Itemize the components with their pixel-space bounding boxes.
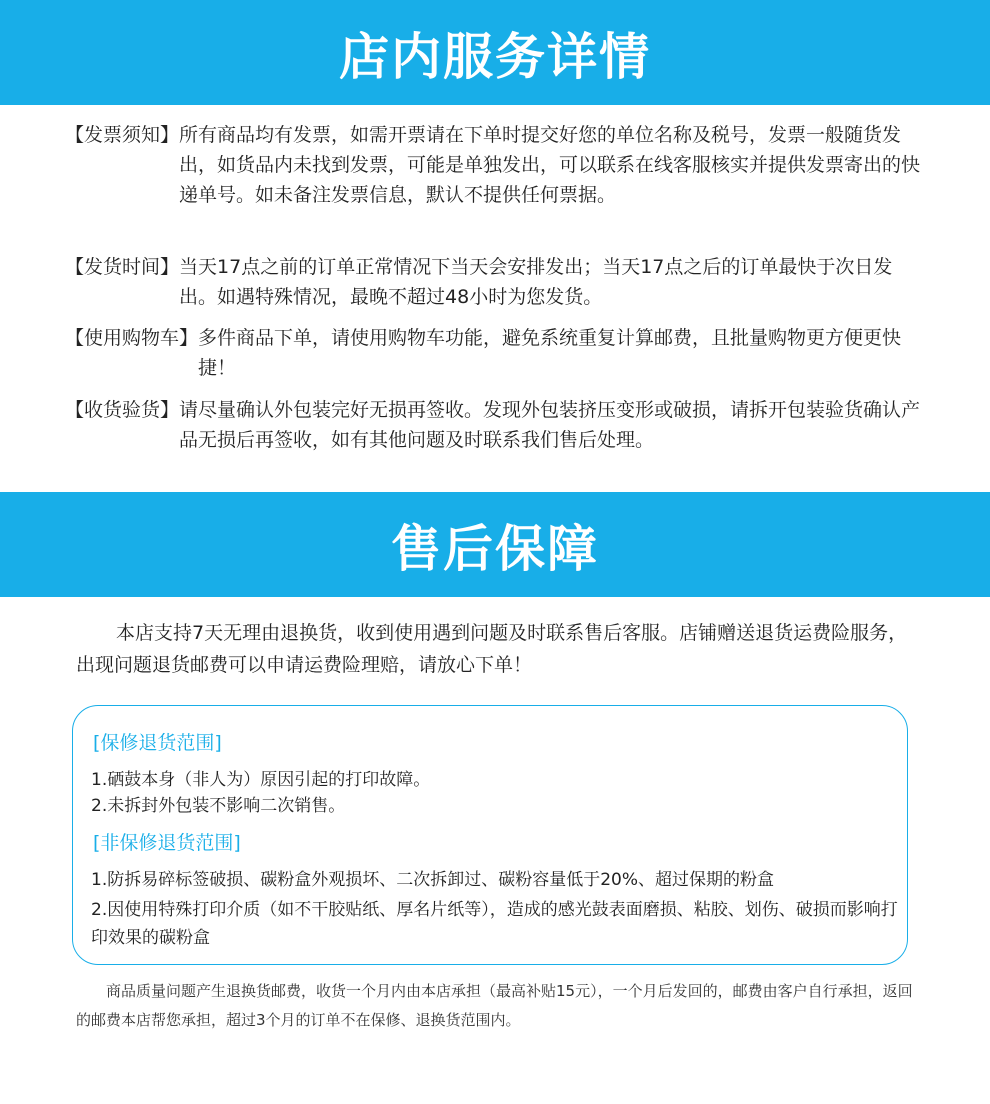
shipping-cost-footnote: 商品质量问题产生退换货邮费，收货一个月内由本店承担（最高补贴15元），一个月后发回的，邮费由客户自行承担，返回的邮费本店帮您承担，超过3个月的订单不在保修、退换货范围内。 — [76, 982, 913, 1029]
after-sales-banner — [0, 492, 990, 597]
warranty-heading: [保修退货范围] — [93, 732, 222, 754]
receipt-inspection-label: 【收货验货】 — [65, 399, 180, 421]
after-sales-intro: 本店支持7天无理由退换货，收到使用遇到问题及时联系售后客服。店铺赠送退货运费险服务，出现问题退货邮费可以申请运费险理赔，请放心下单！ — [76, 622, 908, 676]
warranty-box — [72, 705, 908, 965]
shopping-cart-text: 多件商品下单，请使用购物车功能，避免系统重复计算邮费，且批量购物更方便更快捷！ — [198, 327, 902, 379]
shopping-cart-label: 【使用购物车】 — [65, 327, 199, 349]
after-sales-title: 售后保障 — [391, 519, 599, 578]
invoice-notice-text: 所有商品均有发票，如需开票请在下单时提交好您的单位名称及税号，发票一般随货发出，如货品内未找到发票，可能是单独发出，可以联系在线客服核实并提供发票寄出的快递单号。如未备注发票信息，默认不提供任何票据。 — [179, 124, 921, 206]
shipping-time-label: 【发货时间】 — [65, 256, 180, 278]
service-details-banner — [0, 0, 990, 105]
non-warranty-item: 1.防拆易碎标签破损、碳粉盒外观损坏、二次拆卸过、碳粉容量低于20%、超过保期的粉盒 — [91, 870, 775, 890]
non-warranty-item: 2.因使用特殊打印介质（如不干胶贴纸、厚名片纸等），造成的感光鼓表面磨损、粘胶、划伤、破损而影响打印效果的碳粉盒 — [91, 900, 898, 948]
warranty-item: 1.硒鼓本身（非人为）原因引起的打印故障。 — [91, 770, 431, 790]
invoice-notice-row — [65, 120, 925, 210]
warranty-item: 2.未拆封外包装不影响二次销售。 — [91, 796, 346, 816]
receipt-inspection-row — [65, 395, 925, 455]
non-warranty-heading: [非保修退货范围] — [93, 832, 241, 854]
receipt-inspection-text: 请尽量确认外包装完好无损再签收。发现外包装挤压变形或破损，请拆开包装验货确认产品无损后再签收，如有其他问题及时联系我们售后处理。 — [179, 399, 921, 451]
shopping-cart-row — [65, 323, 925, 383]
service-details-title: 店内服务详情 — [339, 27, 651, 86]
shipping-time-row — [65, 252, 925, 312]
invoice-notice-label: 【发票须知】 — [65, 124, 180, 146]
shipping-time-text: 当天17点之前的订单正常情况下当天会安排发出；当天17点之后的订单最快于次日发出。如遇特殊情况，最晚不超过48小时为您发货。 — [179, 256, 893, 308]
